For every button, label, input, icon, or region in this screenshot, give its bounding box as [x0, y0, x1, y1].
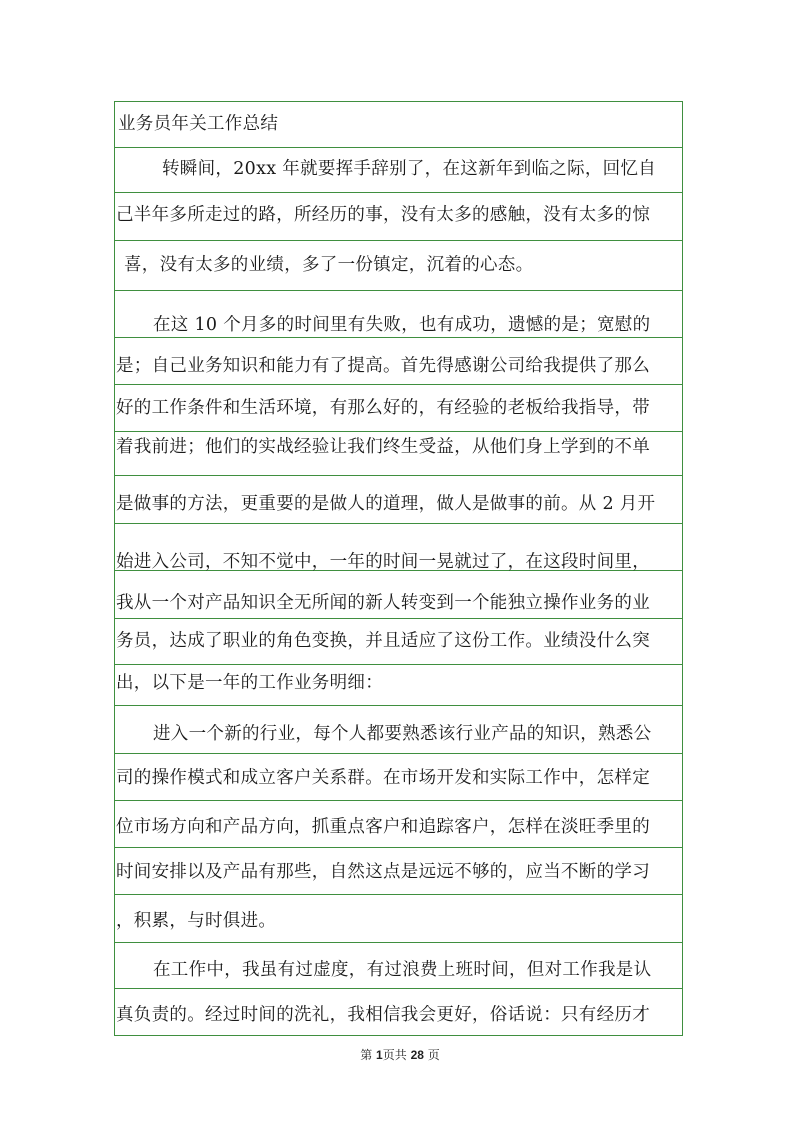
- footer-prefix: 第: [360, 1048, 373, 1062]
- row-divider: [114, 475, 683, 476]
- row-divider: [114, 618, 683, 619]
- row-divider: [114, 431, 683, 432]
- body-line: 真负责的。经过时间的洗礼，我相信我会更好，俗话说：只有经历才: [116, 1005, 650, 1025]
- body-line: 好的工作条件和生活环境，有那么好的，有经验的老板给我指导，带: [116, 398, 650, 418]
- row-divider: [114, 753, 683, 754]
- row-divider: [114, 988, 683, 989]
- document-title: 业务员年关工作总结: [118, 114, 279, 134]
- row-divider: [114, 337, 683, 338]
- footer-page-number: 1: [376, 1048, 383, 1062]
- body-line: 出，以下是一年的工作业务明细：: [116, 673, 383, 693]
- body-line: 时间安排以及产品有那些，自然这点是远远不够的，应当不断的学习: [116, 862, 650, 882]
- row-divider: [114, 800, 683, 801]
- body-line: 进入一个新的行业，每个人都要熟悉该行业产品的知识，熟悉公: [153, 724, 652, 744]
- body-line: 转瞬间，20xx 年就要挥手辞别了，在这新年到临之际，回忆自: [162, 159, 657, 179]
- row-divider: [114, 384, 683, 385]
- body-line: 始进入公司，不知不觉中，一年的时间一晃就过了，在这段时间里，: [116, 552, 650, 572]
- body-line: 位市场方向和产品方向，抓重点客户和追踪客户，怎样在淡旺季里的: [116, 817, 650, 837]
- body-line: 在工作中，我虽有过虚度，有过浪费上班时间，但对工作我是认: [153, 960, 652, 980]
- body-line: 己半年多所走过的路，所经历的事，没有太多的感触，没有太多的惊: [116, 205, 650, 225]
- body-line: 是做事的方法，更重要的是做人的道理，做人是做事的前。从 2 月开: [116, 494, 656, 514]
- body-line: 喜，没有太多的业绩，多了一份镇定，沉着的心态。: [124, 255, 534, 275]
- page-footer: [0, 1046, 800, 1063]
- body-line: 是；自己业务知识和能力有了提高。首先得感谢公司给我提供了那么: [116, 356, 650, 376]
- row-divider: [114, 664, 683, 665]
- body-line: ，积累，与时俱进。: [116, 911, 277, 931]
- row-divider: [114, 290, 683, 291]
- row-divider: [114, 240, 683, 241]
- row-divider: [114, 192, 683, 193]
- footer-middle: 页共: [382, 1048, 407, 1062]
- row-divider: [114, 894, 683, 895]
- row-divider: [114, 523, 683, 524]
- body-line: 我从一个对产品知识全无所闻的新人转变到一个能独立操作业务的业: [116, 593, 650, 613]
- footer-total-pages: 28: [410, 1048, 424, 1062]
- row-divider: [114, 705, 683, 706]
- body-line: 着我前进；他们的实战经验让我们终生受益，从他们身上学到的不单: [116, 437, 650, 457]
- body-line: 务员，达成了职业的角色变换，并且适应了这份工作。业绩没什么突: [116, 631, 650, 651]
- row-divider: [114, 942, 683, 943]
- body-line: 在这 10 个月多的时间里有失败，也有成功，遗憾的是；宽慰的: [153, 315, 651, 335]
- row-divider: [114, 847, 683, 848]
- row-divider: [114, 147, 683, 148]
- body-line: 司的操作模式和成立客户关系群。在市场开发和实际工作中，怎样定: [116, 768, 650, 788]
- footer-suffix: 页: [427, 1048, 440, 1062]
